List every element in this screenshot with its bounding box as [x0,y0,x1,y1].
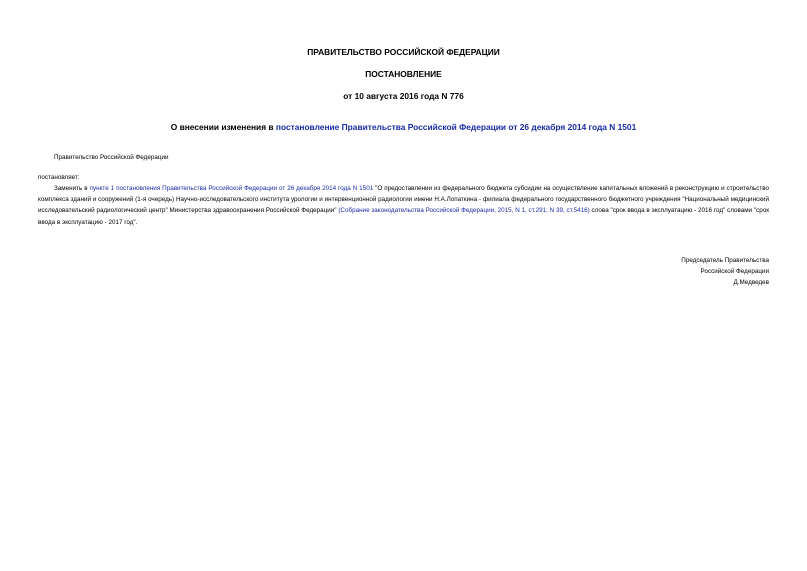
document-title-link[interactable]: постановление Правительства Российской Федерации от 26 декабря 2014 года N 1501 [275,122,637,132]
paragraph-link-decree[interactable]: пункте 1 постановления Правительства Российской Федерации от 26 декабря 2014 года N 1501 [89,185,374,192]
document-title-prefix: О внесении изменения в [170,122,276,132]
paragraph-link-collection[interactable]: (Собрание законодательства Российской Федерации, 2015, N 1, ст.291; N 39, ст.5416) [336,207,590,215]
signature-name: Д.Медведев [733,279,769,286]
document-date-number: от 10 августа 2016 года N 776 [343,91,464,101]
signature-title: Председатель Правительства [681,257,769,264]
signature-org: Российской Федерации [700,268,769,275]
paragraph-prefix: Заменить в [54,185,90,192]
amendment-paragraph [38,183,769,228]
decrees-line: постановляет: [38,174,80,181]
document-type: ПОСТАНОВЛЕНИЕ [365,69,442,79]
government-header: ПРАВИТЕЛЬСТВО РОССИЙСКОЙ ФЕДЕРАЦИИ [307,47,500,57]
document-title [0,122,807,132]
paragraph-middle: "О предоставлении из федерального бюджета субсидии на осуществление капитальных вложений в реконструкцию и строительство комплекса зданий и сооружений (1-я очередь) Научно-исследовательского института урологии и интервенционной радиологии имени Н.А.Лопаткина - филиала федерального государственного бюджетного учреждения "Национальный медицинский исследовательский радиологический центр" Министерства здравоохранения Российской Федерации" [38,185,770,215]
government-line: Правительство Российской Федерации [54,154,169,161]
paragraph-suffix: слова "срок ввода в эксплуатацию - 2016 год" словами "срок ввода в эксплуатацию - 2017 год". [38,207,769,226]
